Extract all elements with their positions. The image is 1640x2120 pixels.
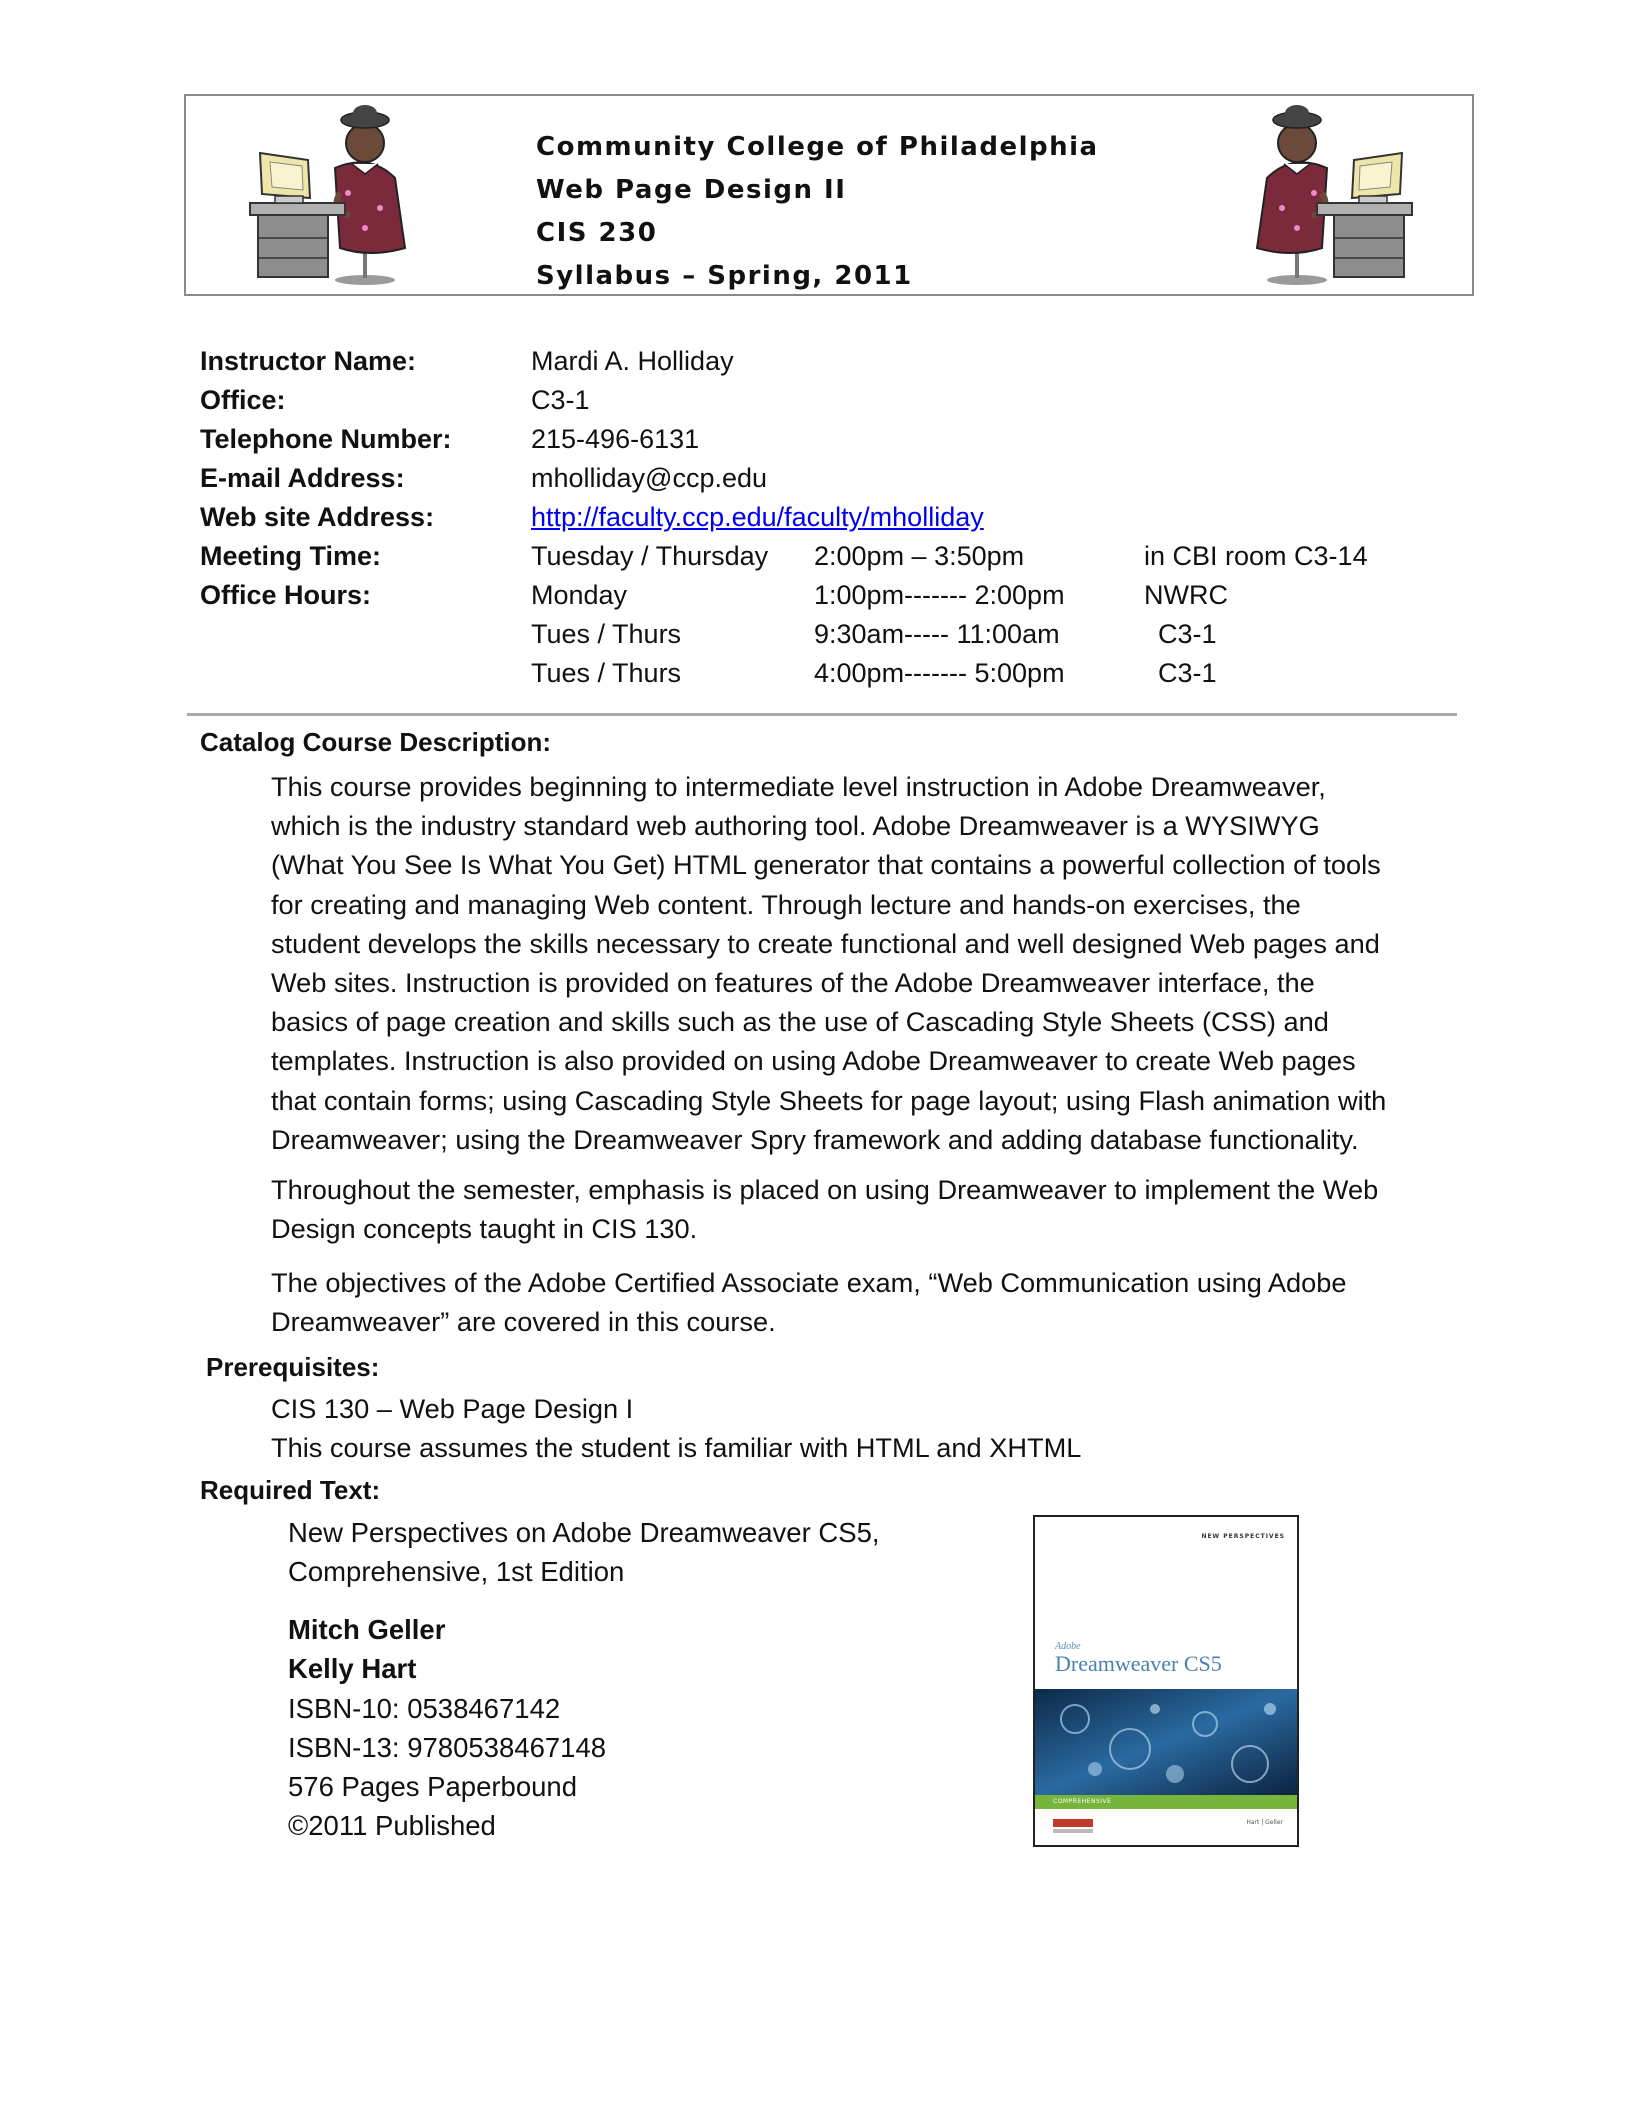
book-title [288, 1513, 880, 1592]
cover-series: NEW PERSPECTIVES [1201, 1533, 1285, 1540]
hours-time: 1:00pm------- 2:00pm [814, 580, 1065, 610]
meeting-room: in CBI room C3-14 [1144, 541, 1368, 571]
prerequisites-heading: Prerequisites: [206, 1352, 380, 1382]
prerequisite-course: CIS 130 – Web Page Design I [271, 1393, 634, 1424]
prerequisite-note: This course assumes the student is familiar with HTML and XHTML [271, 1432, 1082, 1464]
book-isbn10: ISBN-10: 0538467142 [288, 1692, 561, 1724]
office-value: C3-1 [531, 385, 590, 415]
teacher-at-computer-clipart [1232, 98, 1432, 294]
phone-label: Telephone Number: [200, 424, 452, 454]
college-name: Community College of Philadelphia [536, 132, 1099, 162]
teacher-at-computer-clipart [230, 98, 430, 294]
description-line: Dreamweaver; using the Dreamweaver Spry framework and adding database functionality. [271, 1123, 1359, 1155]
description-line: for creating and managing Web content. Through lecture and hands-on exercises, the [271, 888, 1301, 920]
phone-value: 215-496-6131 [531, 424, 700, 454]
website-label: Web site Address: [200, 502, 435, 532]
instructor-value: Mardi A. Holliday [531, 346, 734, 376]
description-line: The objectives of the Adobe Certified Associate exam, “Web Communication using Adobe [271, 1267, 1347, 1298]
course-code: CIS 230 [536, 218, 658, 248]
section-divider [187, 713, 1457, 716]
office-label: Office: [200, 385, 286, 415]
required-text-heading: Required Text: [200, 1475, 381, 1505]
description-line: student develops the skills necessary to create functional and well designed Web pages and [271, 927, 1380, 959]
description-line: that contain forms; using Cascading Style Sheets for page layout; using Flash animation with [271, 1084, 1387, 1116]
description-line: Throughout the semester, emphasis is placed on using Dreamweaver to implement the Web [271, 1174, 1379, 1205]
book-cover-image [1033, 1515, 1299, 1847]
book-title-line: New Perspectives on Adobe Dreamweaver CS5, [288, 1517, 880, 1548]
meeting-label: Meeting Time: [200, 541, 382, 571]
meeting-time: 2:00pm – 3:50pm [814, 541, 1025, 571]
book-details [288, 1610, 606, 1846]
book-title-line: Comprehensive, 1st Edition [288, 1556, 625, 1588]
description-line: This course provides beginning to intermediate level instruction in Adobe Dreamweaver, [271, 771, 1326, 802]
cover-brand: Adobe [1055, 1641, 1081, 1652]
description-paragraph-3 [271, 1263, 1347, 1341]
hours-place: C3-1 [1158, 619, 1217, 649]
syllabus-header [184, 94, 1474, 296]
description-paragraph-1 [271, 767, 1386, 1159]
description-line: which is the industry standard web authoring tool. Adobe Dreamweaver is a WYSIWYG [271, 810, 1320, 842]
hours-days: Tues / Thurs [531, 619, 682, 649]
publisher-logo-sub [1053, 1829, 1093, 1833]
description-line: Design concepts taught in CIS 130. [271, 1213, 698, 1245]
syllabus-term: Syllabus – Spring, 2011 [536, 261, 913, 291]
course-title: Web Page Design II [536, 175, 847, 205]
description-heading: Catalog Course Description: [200, 727, 552, 757]
cover-band-label: COMPREHENSIVE [1053, 1798, 1112, 1805]
cover-water-artwork [1035, 1689, 1297, 1795]
hours-place: NWRC [1144, 580, 1228, 610]
description-line: basics of page creation and skills such as the use of Cascading Style Sheets (CSS) and [271, 1006, 1329, 1038]
hours-days: Monday [531, 580, 628, 610]
description-line: Dreamweaver” are covered in this course. [271, 1306, 776, 1338]
email-value: mholliday@ccp.edu [531, 463, 768, 493]
website-link[interactable]: http://faculty.ccp.edu/faculty/mholliday [531, 502, 984, 532]
book-author: Mitch Geller [288, 1614, 446, 1645]
publisher-logo [1053, 1819, 1093, 1827]
cover-authors: Hart | Geller [1246, 1819, 1283, 1826]
hours-place: C3-1 [1158, 658, 1217, 688]
book-published: ©2011 Published [288, 1810, 496, 1842]
meeting-days: Tuesday / Thursday [531, 541, 769, 571]
description-paragraph-2 [271, 1170, 1378, 1248]
hours-days: Tues / Thurs [531, 658, 682, 688]
description-line: templates. Instruction is also provided on using Adobe Dreamweaver to create Web pages [271, 1045, 1356, 1077]
book-author: Kelly Hart [288, 1653, 417, 1685]
hours-time: 4:00pm------- 5:00pm [814, 658, 1065, 688]
prerequisites-body [271, 1389, 1081, 1467]
book-pages: 576 Pages Paperbound [288, 1771, 577, 1803]
instructor-label: Instructor Name: [200, 346, 417, 376]
office-hours-label: Office Hours: [200, 580, 372, 610]
description-line: Web sites. Instruction is provided on features of the Adobe Dreamweaver interface, the [271, 967, 1315, 999]
book-isbn13: ISBN-13: 9780538467148 [288, 1731, 607, 1763]
email-label: E-mail Address: [200, 463, 405, 493]
hours-time: 9:30am----- 11:00am [814, 619, 1060, 649]
cover-title: Dreamweaver CS5 [1055, 1651, 1222, 1676]
description-line: (What You See Is What You Get) HTML generator that contains a powerful collection of tools [271, 849, 1381, 881]
header-text-block [536, 126, 1099, 298]
